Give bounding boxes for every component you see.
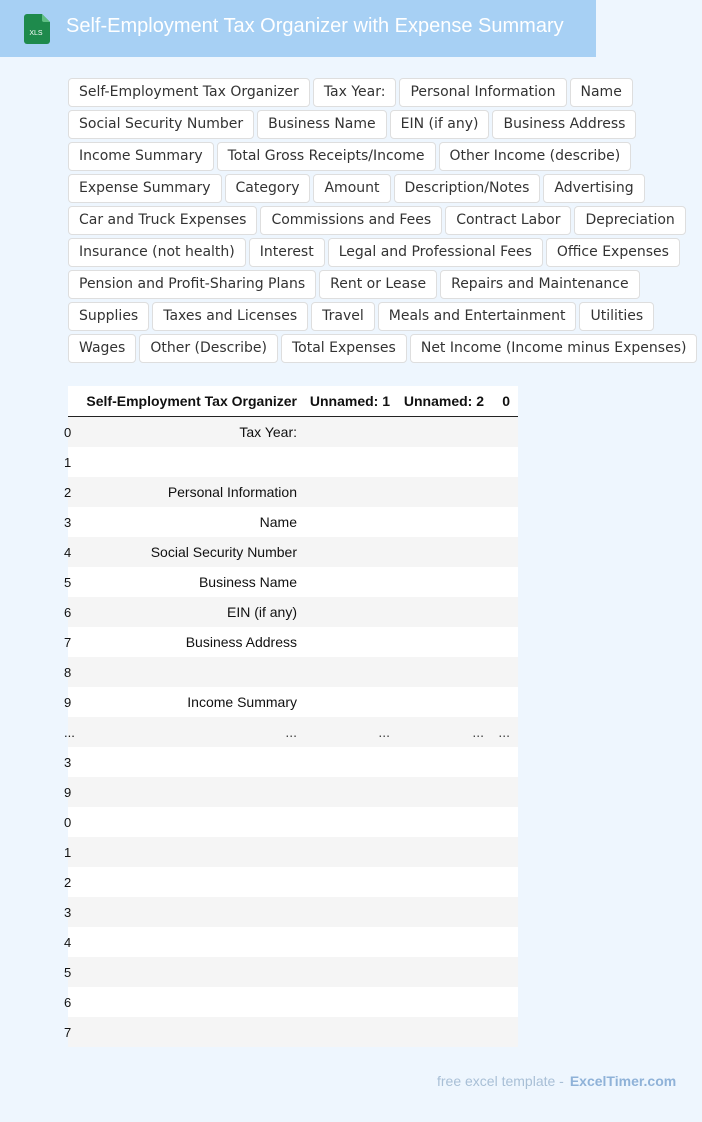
table-row [64, 567, 518, 597]
table-row [64, 627, 518, 657]
row-index: 9 [64, 694, 72, 710]
table-row [64, 927, 518, 957]
column-header: 0 [502, 393, 510, 409]
keyword-tag[interactable]: Name [570, 78, 633, 107]
table-row [64, 537, 518, 567]
table-body [64, 417, 518, 1047]
keyword-tag[interactable]: Legal and Professional Fees [328, 238, 543, 267]
keyword-tag[interactable]: Total Expenses [281, 334, 407, 363]
table-row [64, 657, 518, 687]
table-cell: Personal Information [167, 484, 297, 500]
table-row [64, 867, 518, 897]
keyword-tag[interactable]: Other (Describe) [139, 334, 278, 363]
keyword-tag[interactable]: Personal Information [399, 78, 566, 107]
row-index: 8 [64, 664, 72, 680]
table-row [64, 897, 518, 927]
footer [437, 1073, 676, 1089]
keyword-tag[interactable]: Expense Summary [68, 174, 222, 203]
spreadsheet-preview [64, 386, 518, 1047]
table-row [64, 417, 518, 447]
keyword-tag[interactable]: Meals and Entertainment [378, 302, 577, 331]
row-index: 5 [64, 574, 72, 590]
table-cell: Business Address [185, 634, 297, 650]
table-row [64, 477, 518, 507]
row-index: 7 [64, 634, 72, 650]
footer-brand-link[interactable]: ExcelTimer.com [569, 1073, 677, 1089]
column-header: Unnamed: 2 [403, 393, 484, 409]
table-cell: Income Summary [187, 694, 297, 710]
keyword-tag[interactable]: Office Expenses [546, 238, 680, 267]
table-cell: ... [498, 724, 510, 740]
page-title: Self-Employment Tax Organizer with Expense Summary [66, 15, 564, 37]
keyword-tag[interactable]: Advertising [543, 174, 644, 203]
row-index: 6 [64, 994, 72, 1010]
keyword-tag[interactable]: Social Security Number [68, 110, 254, 139]
row-index: 2 [64, 484, 72, 500]
table-row [64, 717, 518, 747]
keyword-tag[interactable]: Rent or Lease [319, 270, 437, 299]
table-row [64, 807, 518, 837]
table-cell: Social Security Number [150, 544, 297, 560]
footer-text: free excel template - [437, 1073, 564, 1089]
keyword-tag[interactable]: Category [225, 174, 311, 203]
keyword-tag[interactable]: Commissions and Fees [260, 206, 442, 235]
table-cell: EIN (if any) [226, 604, 297, 620]
table-cell: ... [285, 724, 297, 740]
table-row [64, 777, 518, 807]
keyword-tag[interactable]: Total Gross Receipts/Income [217, 142, 436, 171]
table-cell: Tax Year: [239, 424, 297, 440]
keyword-tag[interactable]: Utilities [579, 302, 654, 331]
keyword-tag[interactable]: Travel [311, 302, 375, 331]
keyword-tag[interactable]: Interest [249, 238, 325, 267]
xls-icon-text: XLS [29, 30, 43, 37]
row-index: 3 [64, 754, 72, 770]
table-header [68, 386, 518, 417]
row-index: 0 [64, 814, 72, 830]
keyword-tag[interactable]: Insurance (not health) [68, 238, 246, 267]
keyword-tag[interactable]: Amount [313, 174, 390, 203]
keyword-tag[interactable]: Income Summary [68, 142, 214, 171]
keyword-tag[interactable]: Other Income (describe) [439, 142, 632, 171]
keyword-tag-list [68, 78, 702, 363]
keyword-tag[interactable]: Wages [68, 334, 136, 363]
table-row [64, 957, 518, 987]
row-index: 3 [64, 904, 72, 920]
table-row [64, 837, 518, 867]
keyword-tag[interactable]: Tax Year: [313, 78, 397, 107]
table-row [64, 597, 518, 627]
keyword-tag[interactable]: Pension and Profit-Sharing Plans [68, 270, 316, 299]
row-index: 2 [64, 874, 72, 890]
table-row [64, 1017, 518, 1047]
row-index: 4 [64, 544, 72, 560]
keyword-tag[interactable]: Description/Notes [394, 174, 541, 203]
table-row [64, 747, 518, 777]
row-index: 5 [64, 964, 72, 980]
row-index: ... [64, 724, 75, 740]
keyword-tag[interactable]: Supplies [68, 302, 149, 331]
keyword-tag[interactable]: Business Name [257, 110, 387, 139]
row-index: 6 [64, 604, 72, 620]
keyword-tag[interactable]: Business Address [492, 110, 636, 139]
table-cell: Business Name [198, 574, 297, 590]
column-header: Self-Employment Tax Organizer [86, 393, 297, 409]
row-index: 1 [64, 844, 72, 860]
keyword-tag[interactable]: Net Income (Income minus Expenses) [410, 334, 698, 363]
column-header: Unnamed: 1 [309, 393, 390, 409]
table-cell: ... [378, 724, 390, 740]
table-row [64, 687, 518, 717]
row-index: 9 [64, 784, 72, 800]
row-index: 7 [64, 1024, 72, 1040]
xls-file-icon [24, 14, 50, 44]
keyword-tag[interactable]: Depreciation [574, 206, 685, 235]
row-index: 1 [64, 454, 72, 470]
keyword-tag[interactable]: Taxes and Licenses [152, 302, 308, 331]
keyword-tag[interactable]: Repairs and Maintenance [440, 270, 640, 299]
keyword-tag[interactable]: EIN (if any) [390, 110, 490, 139]
table-cell: Name [259, 514, 297, 530]
keyword-tag[interactable]: Contract Labor [445, 206, 571, 235]
keyword-tag[interactable]: Car and Truck Expenses [68, 206, 257, 235]
row-index: 0 [64, 424, 72, 440]
title-bar [0, 0, 596, 57]
keyword-tag[interactable]: Self-Employment Tax Organizer [68, 78, 310, 107]
table-row [64, 507, 518, 537]
row-index: 3 [64, 514, 72, 530]
row-index: 4 [64, 934, 72, 950]
table-cell: ... [472, 724, 484, 740]
table-row [64, 987, 518, 1017]
table-row [64, 447, 518, 477]
